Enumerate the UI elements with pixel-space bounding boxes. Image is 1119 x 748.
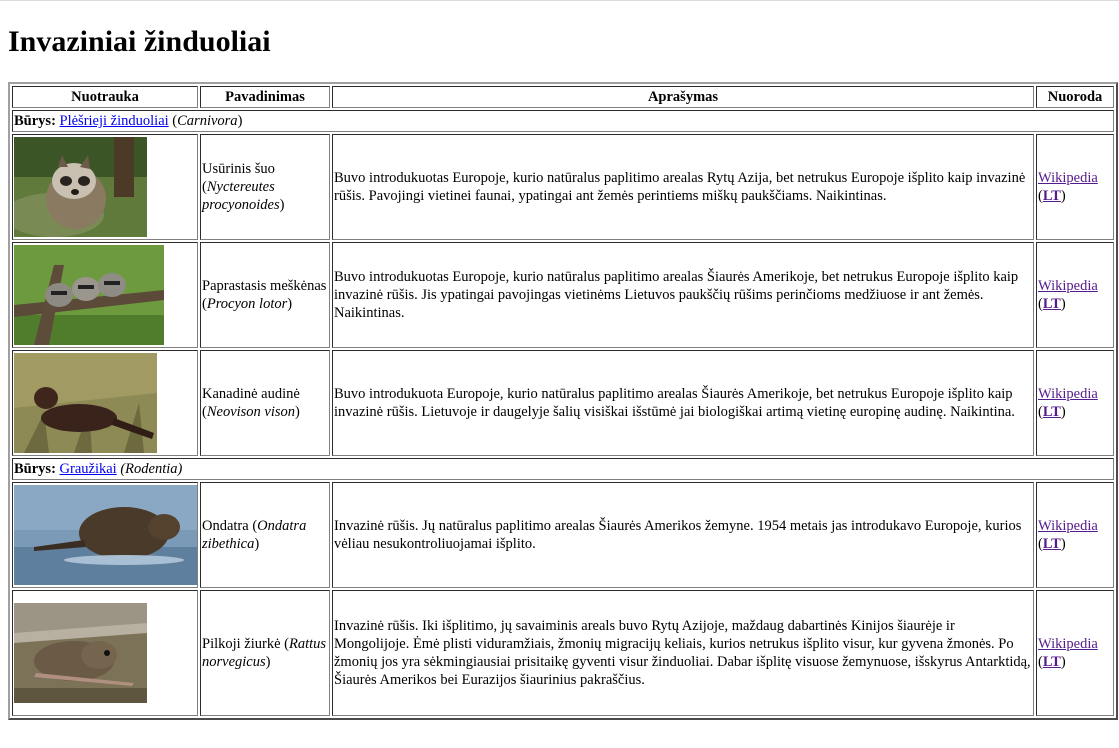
- group-link-rodentia[interactable]: Graužikai: [59, 461, 117, 477]
- lt-link[interactable]: LT: [1042, 404, 1061, 420]
- group-label: Būrys:: [14, 113, 56, 129]
- animal-latin: Nyctereutes procyonoides: [202, 179, 280, 213]
- photo-cell: [12, 242, 198, 348]
- wikipedia-link[interactable]: Wikipedia: [1038, 170, 1098, 186]
- table-row: [12, 482, 1114, 588]
- lt-link[interactable]: LT: [1042, 188, 1061, 204]
- group-row: [12, 110, 1114, 132]
- header-name: Pavadinimas: [200, 86, 330, 108]
- lt-link[interactable]: LT: [1042, 654, 1061, 670]
- name-cell: Ondatra (Ondatra zibethica): [200, 482, 330, 588]
- table-row: [12, 590, 1114, 716]
- description-cell: Buvo introdukuota Europoje, kurio natūralus paplitimo arealas Šiaurės Amerikoje, bet netrukus Europoje išplito kaip invazinė rūšis. Lietuvoje ir daugelyje šalių visiškai išstūmė jai biologiškai artimą vietinę europinę audinę. Naikintina.: [332, 350, 1034, 456]
- animal-latin: Ondatra zibethica: [202, 518, 307, 552]
- raccoon-photo: [14, 245, 164, 345]
- table-row: [12, 134, 1114, 240]
- photo-cell: [12, 590, 198, 716]
- wikipedia-link[interactable]: Wikipedia: [1038, 278, 1098, 294]
- animal-name: Usūrinis šuo: [202, 161, 275, 177]
- photo-cell: [12, 482, 198, 588]
- description-cell: Buvo introdukuotas Europoje, kurio natūralus paplitimo arealas Rytų Azija, bet netrukus Europoje išplito kaip invazinė rūšis. Pavojingi vietinei faunai, ypatingai ant žemės perintiems miškų paukščiams. Naikintinas.: [332, 134, 1034, 240]
- link-cell: Wikipedia (LT): [1036, 134, 1114, 240]
- name-cell: Kanadinė audinė (Neovison vison): [200, 350, 330, 456]
- group-link-carnivora[interactable]: Plėšrieji žinduoliai: [59, 113, 169, 129]
- wikipedia-link[interactable]: Wikipedia: [1038, 518, 1098, 534]
- group-carnivora: Būrys: Plėšrieji žinduoliai (Carnivora): [12, 110, 1114, 132]
- table-header-row: [12, 86, 1114, 108]
- table-row: [12, 350, 1114, 456]
- mink-photo: [14, 353, 157, 453]
- animal-name: Ondatra: [202, 518, 249, 534]
- group-latin: Carnivora: [177, 113, 238, 129]
- header-link: Nuoroda: [1036, 86, 1114, 108]
- animal-latin: Procyon lotor: [206, 296, 288, 312]
- photo-cell: [12, 350, 198, 456]
- muskrat-photo: [14, 485, 197, 585]
- link-cell: Wikipedia (LT): [1036, 242, 1114, 348]
- link-cell: Wikipedia (LT): [1036, 590, 1114, 716]
- page-title: Invaziniai žinduoliai: [8, 25, 271, 58]
- group-latin: (Rodentia): [120, 461, 183, 477]
- wikipedia-link[interactable]: Wikipedia: [1038, 386, 1098, 402]
- link-cell: Wikipedia (LT): [1036, 482, 1114, 588]
- name-cell: Paprastasis meškėnas (Procyon lotor): [200, 242, 330, 348]
- animal-latin: Neovison vison: [206, 404, 296, 420]
- table-row: [12, 242, 1114, 348]
- wikipedia-link[interactable]: Wikipedia: [1038, 636, 1098, 652]
- group-rodentia: [12, 458, 1114, 480]
- lt-link[interactable]: LT: [1042, 296, 1061, 312]
- description-cell: Invazinė rūšis. Iki išplitimo, jų savaiminis areals buvo Rytų Azijoje, maždaug dabartinės Kinijos šiaurėje ir Mongolijoje. Ėmė plisti viduramžiais, žmonių migracijų keliais, kurios netrukus išplito visur, kur gyvena žmonės. Po žmonių jos yra sėkmingiausiai prisitaikę gyventi visur žinduoliai. Dabar išplitę visuose žemynuose, išskyrus Antarktidą, Šiaurės Amerikos bei Eurazijos šiaurinius pakraščius.: [332, 590, 1034, 716]
- brown-rat-photo: [14, 603, 147, 703]
- description-cell: Buvo introdukuotas Europoje, kurio natūralus paplitimo arealas Šiaurės Amerikoje, bet netrukus Europoje išplito kaip invazinė rūšis. Jis ypatingai pavojingas vietinėms Lietuvos paukščių rūšims perinčioms medžiuose ir ant žemės. Naikintinas.: [332, 242, 1034, 348]
- group-row: [12, 458, 1114, 480]
- description-cell: Invazinė rūšis. Jų natūralus paplitimo arealas Šiaurės Amerikos žemyne. 1954 metais jas introdukavo Europoje, kurios vėliau nesukontroliuojamai išplito.: [332, 482, 1034, 588]
- header-photo: Nuotrauka: [12, 86, 198, 108]
- raccoon-dog-photo: [14, 137, 147, 237]
- animal-name: Pilkoji žiurkė: [202, 636, 281, 652]
- name-cell: Pilkoji žiurkė (Rattus norvegicus): [200, 590, 330, 716]
- lt-link[interactable]: LT: [1042, 536, 1061, 552]
- link-cell: Wikipedia (LT): [1036, 350, 1114, 456]
- photo-cell: [12, 134, 198, 240]
- name-cell: Usūrinis šuo (Nyctereutes procyonoides): [200, 134, 330, 240]
- animal-latin: Rattus norvegicus: [202, 636, 327, 670]
- group-label: Būrys:: [14, 461, 56, 477]
- animal-name: Paprastasis meškėnas: [202, 278, 327, 294]
- header-description: Aprašymas: [332, 86, 1034, 108]
- animal-name: Kanadinė audinė: [202, 386, 300, 402]
- invasive-mammals-table: [8, 82, 1118, 720]
